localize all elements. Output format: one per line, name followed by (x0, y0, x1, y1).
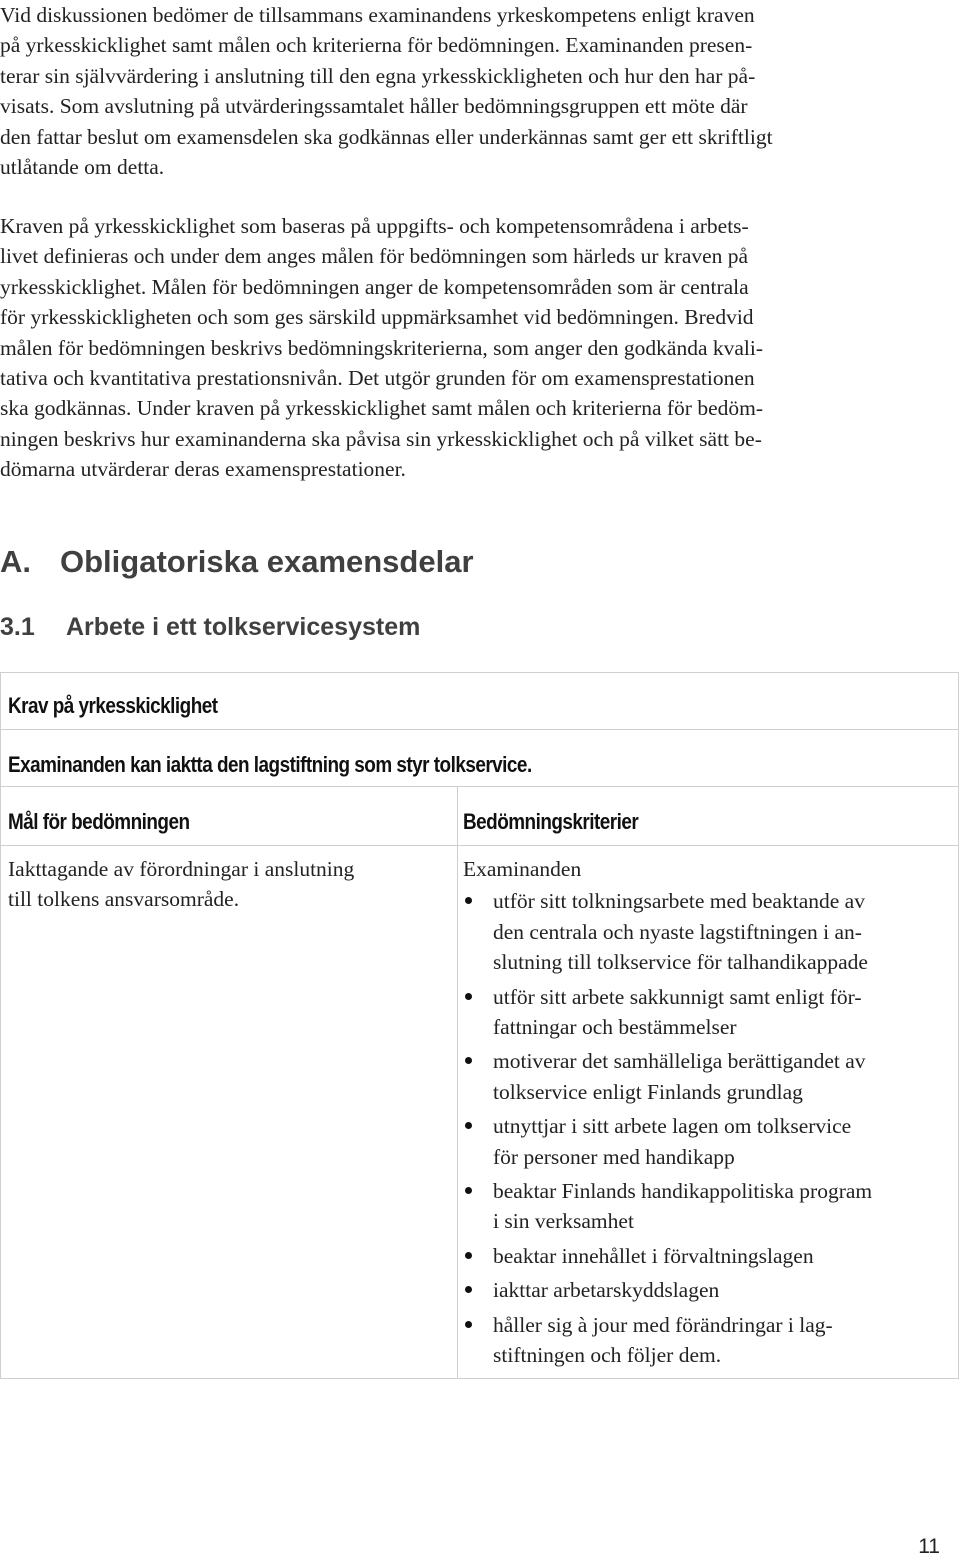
column-header-goals (1, 787, 458, 846)
list-item (463, 886, 958, 977)
criteria-intro: Examinanden (463, 857, 582, 881)
criteria-cell (458, 846, 959, 1379)
goals-cell (1, 846, 458, 1379)
criteria-line: motiverar det samhälleliga berättigandet av (493, 1049, 866, 1074)
criteria-list (463, 886, 958, 1370)
body-paragraph-1 (0, 0, 958, 182)
paragraph-line: terar sin självvärdering i anslutning till den egna yrkesskickligheten och hur den har på- (0, 63, 756, 88)
criteria-header: Bedömningskriterier (463, 809, 639, 834)
list-item (463, 1275, 958, 1305)
paragraph-line: Kraven på yrkesskicklighet som baseras på uppgifts- och kompetensområdena i arbets- (0, 214, 749, 238)
subsection-title: Arbete i ett tolkservicesystem (66, 613, 421, 641)
bullet-icon (465, 993, 472, 1000)
subsection-number: 3.1 (0, 613, 35, 641)
paragraph-line: den fattar beslut om examensdelen ska godkännas eller underkännas samt ger ett skriftligt (0, 124, 773, 149)
bullet-icon (465, 897, 472, 904)
criteria-line: slutning till tolkservice för talhandikappade (493, 950, 868, 975)
section-number: A. (0, 544, 31, 579)
requirements-title: Krav på yrkesskicklighet (8, 693, 218, 718)
bullet-icon (465, 1252, 472, 1259)
criteria-line: beaktar Finlands handikappolitiska program (493, 1179, 873, 1204)
requirement-statement: Examinanden kan iaktta den lagstiftning som styr tolkservice. (8, 752, 532, 777)
paragraph-line: visats. Som avslutning på utvärderingssamtalet håller bedömningsgruppen ett möte där (0, 94, 748, 119)
criteria-line: håller sig à jour med förändringar i lag- (493, 1312, 833, 1337)
paragraph-line: ska godkännas. Under kraven på yrkesskicklighet samt målen och kriterierna för bedöm- (0, 396, 763, 421)
list-item (463, 982, 958, 1043)
paragraph-line: ningen beskrivs hur examinanderna ska påvisa sin yrkesskicklighet och på vilket sätt be- (0, 426, 762, 451)
criteria-line: utnyttjar i sitt arbete lagen om tolkservice (493, 1114, 852, 1139)
paragraph-line: yrkesskicklighet. Målen för bedömningen anger de kompetensområden som är centrala (0, 274, 749, 299)
table-row (1, 846, 959, 1379)
bullet-icon (465, 1321, 472, 1328)
paragraph-line: Vid diskussionen bedömer de tillsammans examinandens yrkeskompetens enligt kraven (0, 3, 755, 27)
subsection-heading (0, 609, 420, 645)
table-row (1, 673, 959, 730)
list-item (463, 1310, 958, 1371)
criteria-line: utför sitt tolkningsarbete med beaktande av (493, 889, 865, 914)
list-item (463, 1046, 958, 1107)
body-paragraph-2 (0, 211, 958, 485)
list-item (463, 1176, 958, 1237)
criteria-line: stiftningen och följer dem. (493, 1343, 722, 1368)
column-header-criteria (458, 787, 959, 846)
criteria-line: i sin verksamhet (493, 1209, 634, 1234)
section-heading-a (0, 540, 474, 584)
paragraph-line: för yrkesskickligheten och som ges särskild uppmärksamhet vid bedömningen. Bredvid (0, 305, 754, 330)
paragraph-line: utlåtande om detta. (0, 155, 165, 180)
criteria-line: för personer med handikapp (493, 1144, 735, 1169)
bullet-icon (465, 1122, 472, 1129)
requirement-statement-cell (1, 730, 959, 787)
goals-header: Mål för bedömningen (8, 809, 190, 834)
section-title: Obligatoriska examensdelar (60, 544, 474, 579)
paragraph-line: livet definieras och under dem anges målen för bedömningen som härleds ur kraven på (0, 244, 749, 269)
goal-text-line: Iakttagande av förordningar i anslutning (8, 857, 355, 881)
list-item (463, 1241, 958, 1271)
criteria-line: utför sitt arbete sakkunnigt samt enligt för- (493, 984, 862, 1009)
table-row (1, 787, 959, 846)
paragraph-line: tativa och kvantitativa prestationsnivån. Det utgör grunden för om examensprestationen (0, 366, 755, 391)
goal-text-line: till tolkens ansvarsområde. (8, 887, 240, 912)
page-number: 11 (918, 1535, 940, 1558)
paragraph-line: dömarna utvärderar deras examensprestationer. (0, 457, 406, 482)
bullet-icon (465, 1286, 472, 1293)
paragraph-line: på yrkesskicklighet samt målen och kriterierna för bedömningen. Examinanden presen- (0, 33, 753, 58)
criteria-line: beaktar innehållet i förvaltningslagen (493, 1243, 814, 1268)
criteria-line: tolkservice enligt Finlands grundlag (493, 1079, 803, 1104)
requirements-header-cell (1, 673, 959, 730)
bullet-icon (465, 1057, 472, 1064)
requirements-table (0, 672, 959, 1379)
criteria-line: den centrala och nyaste lagstiftningen i an- (493, 919, 862, 944)
bullet-icon (465, 1187, 472, 1194)
paragraph-line: målen för bedömningen beskrivs bedömningskriterierna, som anger den godkända kvali- (0, 335, 764, 360)
list-item (463, 1111, 958, 1172)
table-row (1, 730, 959, 787)
criteria-line: fattningar och bestämmelser (493, 1015, 737, 1040)
criteria-line: iakttar arbetarskyddslagen (493, 1278, 720, 1303)
